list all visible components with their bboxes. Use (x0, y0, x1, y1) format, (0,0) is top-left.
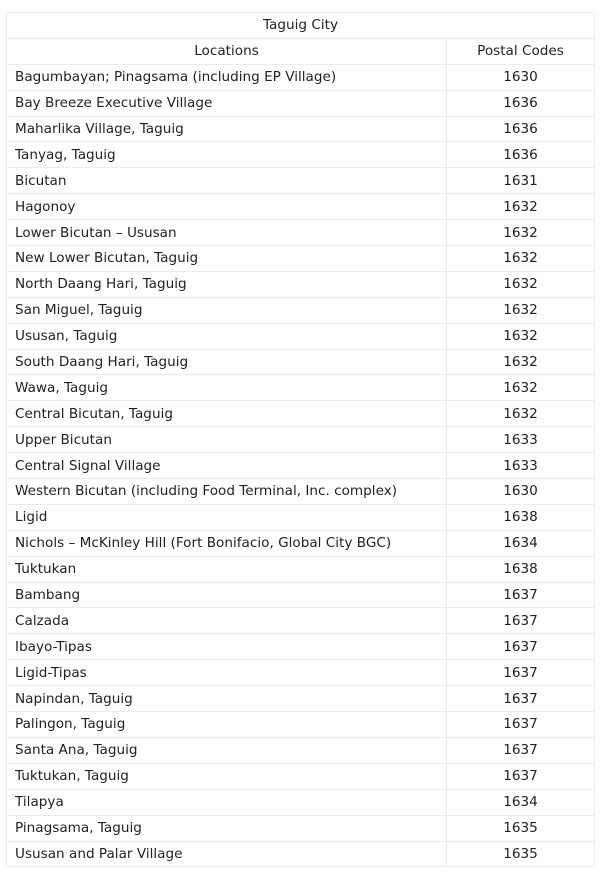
location-cell: Tilapya (7, 789, 447, 815)
table-header-row (7, 38, 595, 64)
table-row (7, 142, 595, 168)
table-row (7, 686, 595, 712)
location-cell: North Daang Hari, Taguig (7, 271, 447, 297)
table-row (7, 479, 595, 505)
postal-code-cell: 1637 (447, 712, 595, 738)
table-row (7, 323, 595, 349)
table-row (7, 504, 595, 530)
location-cell: Tuktukan, Taguig (7, 763, 447, 789)
location-cell: Bicutan (7, 168, 447, 194)
postal-code-cell: 1635 (447, 841, 595, 867)
postal-code-cell: 1635 (447, 815, 595, 841)
table-row (7, 608, 595, 634)
postal-code-cell: 1637 (447, 737, 595, 763)
postal-code-cell: 1636 (447, 90, 595, 116)
table-row (7, 271, 595, 297)
postal-code-cell: 1636 (447, 142, 595, 168)
location-cell: Central Bicutan, Taguig (7, 401, 447, 427)
postal-code-cell: 1638 (447, 504, 595, 530)
postal-code-cell: 1638 (447, 556, 595, 582)
location-cell: Upper Bicutan (7, 427, 447, 453)
postal-code-cell: 1630 (447, 479, 595, 505)
location-cell: San Miguel, Taguig (7, 297, 447, 323)
table-row (7, 375, 595, 401)
table-row (7, 90, 595, 116)
table-row (7, 660, 595, 686)
location-cell: Ligid-Tipas (7, 660, 447, 686)
table-row (7, 427, 595, 453)
postal-code-cell: 1633 (447, 427, 595, 453)
table-row (7, 789, 595, 815)
postal-code-cell: 1632 (447, 323, 595, 349)
postal-code-cell: 1632 (447, 220, 595, 246)
postal-code-cell: 1637 (447, 686, 595, 712)
table-row (7, 530, 595, 556)
table-row (7, 64, 595, 90)
location-cell: Ibayo-Tipas (7, 634, 447, 660)
postal-code-cell: 1634 (447, 530, 595, 556)
table-row (7, 763, 595, 789)
table-row (7, 220, 595, 246)
location-cell: Ligid (7, 504, 447, 530)
location-cell: Maharlika Village, Taguig (7, 116, 447, 142)
location-cell: Ususan, Taguig (7, 323, 447, 349)
table-row (7, 194, 595, 220)
location-cell: South Daang Hari, Taguig (7, 349, 447, 375)
location-cell: Palingon, Taguig (7, 712, 447, 738)
table-row (7, 401, 595, 427)
location-cell: Wawa, Taguig (7, 375, 447, 401)
table-row (7, 168, 595, 194)
table-row (7, 815, 595, 841)
table-row (7, 634, 595, 660)
table-row (7, 116, 595, 142)
postal-code-cell: 1632 (447, 297, 595, 323)
location-cell: Bambang (7, 582, 447, 608)
table-title: Taguig City (7, 13, 595, 39)
location-cell: Nichols – McKinley Hill (Fort Bonifacio, Global City BGC) (7, 530, 447, 556)
table-row (7, 556, 595, 582)
table-row (7, 712, 595, 738)
postal-code-table (6, 12, 595, 867)
location-cell: Santa Ana, Taguig (7, 737, 447, 763)
table-row (7, 841, 595, 867)
location-cell: Bay Breeze Executive Village (7, 90, 447, 116)
location-cell: Hagonoy (7, 194, 447, 220)
postal-code-cell: 1632 (447, 271, 595, 297)
postal-code-cell: 1636 (447, 116, 595, 142)
table-row (7, 246, 595, 272)
location-cell: Bagumbayan; Pinagsama (including EP Village) (7, 64, 447, 90)
location-cell: Napindan, Taguig (7, 686, 447, 712)
postal-code-cell: 1630 (447, 64, 595, 90)
postal-code-cell: 1632 (447, 194, 595, 220)
table-row (7, 737, 595, 763)
postal-code-cell: 1637 (447, 634, 595, 660)
location-cell: Western Bicutan (including Food Terminal, Inc. complex) (7, 479, 447, 505)
table-row (7, 582, 595, 608)
postal-code-cell: 1634 (447, 789, 595, 815)
postal-code-cell: 1637 (447, 608, 595, 634)
location-cell: Tuktukan (7, 556, 447, 582)
postal-code-cell: 1637 (447, 763, 595, 789)
postal-code-cell: 1637 (447, 582, 595, 608)
location-cell: Lower Bicutan – Ususan (7, 220, 447, 246)
location-cell: Central Signal Village (7, 453, 447, 479)
postal-code-cell: 1631 (447, 168, 595, 194)
table-row (7, 453, 595, 479)
table-row (7, 349, 595, 375)
postal-code-cell: 1633 (447, 453, 595, 479)
table-title-row (7, 13, 595, 39)
location-cell: Tanyag, Taguig (7, 142, 447, 168)
postal-code-table-container (6, 12, 594, 867)
table-row (7, 297, 595, 323)
column-header-postal-codes: Postal Codes (447, 38, 595, 64)
postal-code-cell: 1632 (447, 246, 595, 272)
column-header-locations: Locations (7, 38, 447, 64)
location-cell: New Lower Bicutan, Taguig (7, 246, 447, 272)
postal-code-cell: 1637 (447, 660, 595, 686)
postal-code-cell: 1632 (447, 401, 595, 427)
table-body (7, 64, 595, 867)
postal-code-cell: 1632 (447, 349, 595, 375)
location-cell: Calzada (7, 608, 447, 634)
location-cell: Ususan and Palar Village (7, 841, 447, 867)
location-cell: Pinagsama, Taguig (7, 815, 447, 841)
postal-code-cell: 1632 (447, 375, 595, 401)
